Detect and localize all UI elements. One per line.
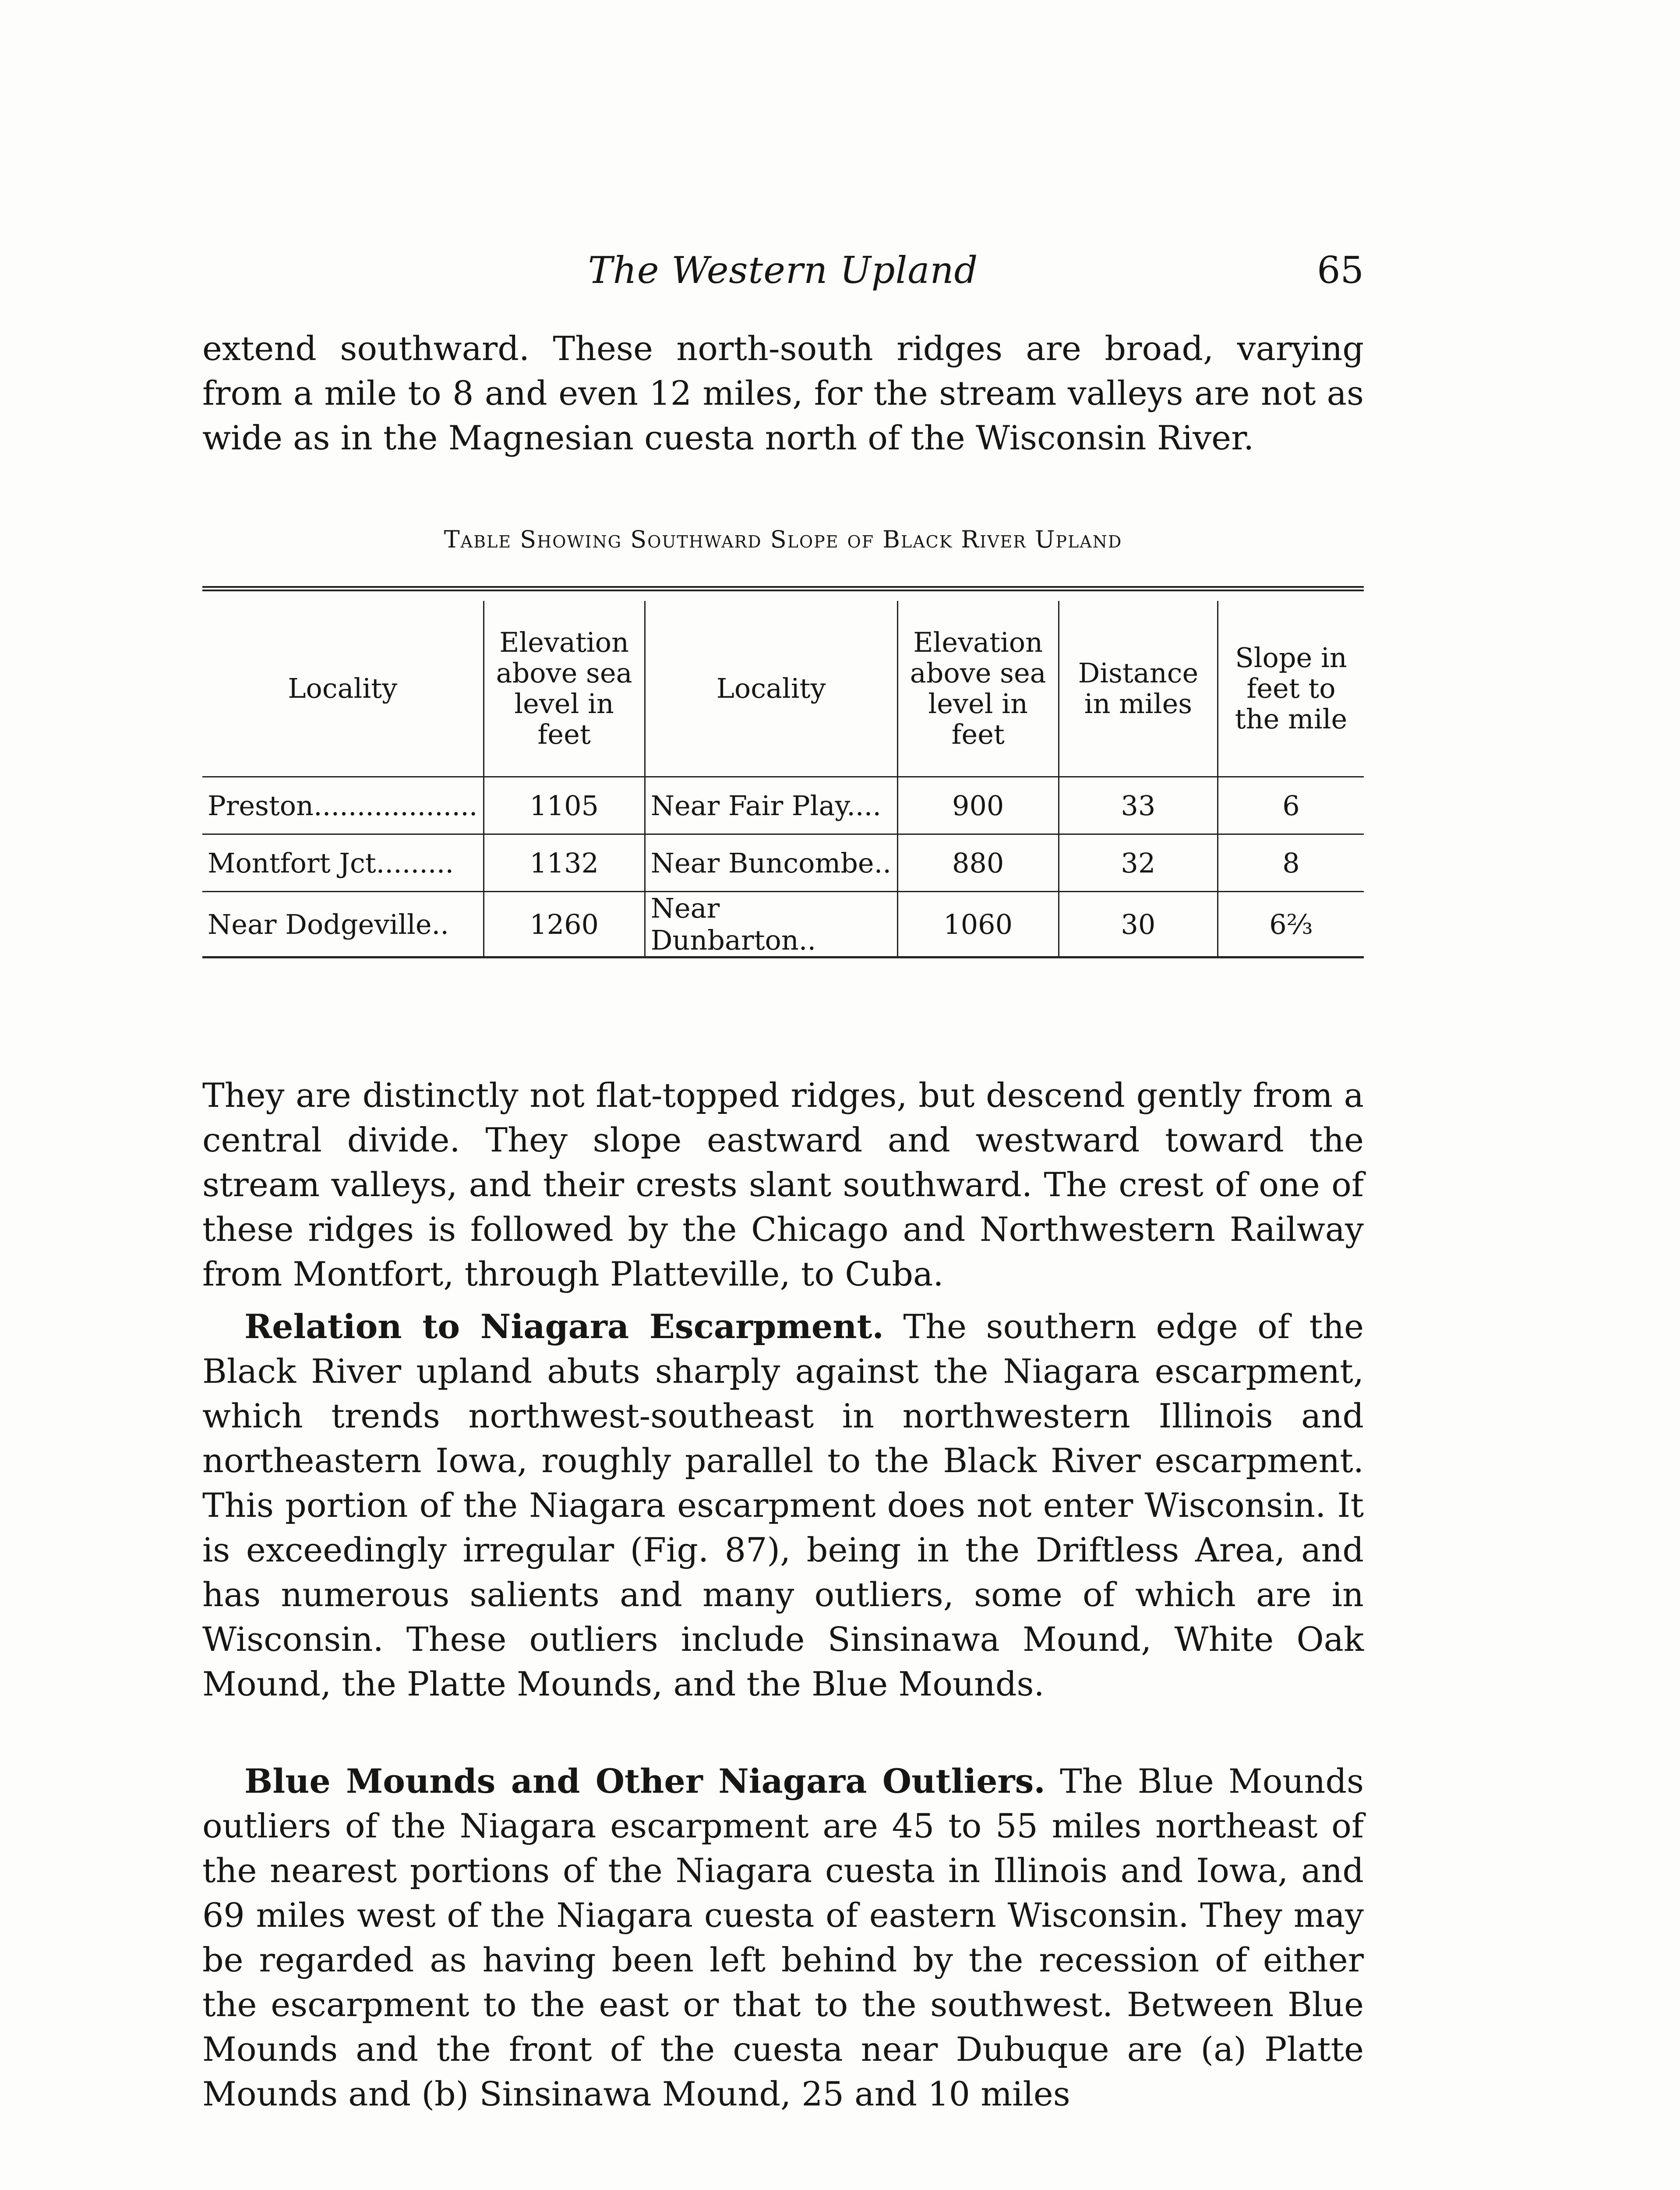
- cell-elevation-2: 1060: [897, 892, 1059, 957]
- paragraph-3-body: The southern edge of the Black River upland abuts sharply against the Niagara escarpment, which trends northwest-southeast in northwestern Illinois and northeastern Iowa, roughly parallel to the Black River escarpment. This portion of the Niagara escarpment does not enter Wisconsin. It is exceedingly irregular (Fig. 87), being in the Driftless Area, and has numerous salients and many outliers, some of which are in Wisconsin. These outliers include Sinsinawa Mound, White Oak Mound, the Platte Mounds, and the Blue Mounds.: [202, 1307, 1364, 1703]
- cell-distance: 30: [1059, 892, 1218, 957]
- col-header-locality-1: Locality: [202, 601, 484, 777]
- page-number: 65: [1317, 249, 1364, 292]
- table-row: [202, 834, 1364, 892]
- cell-locality-1: Montfort Jct.........: [202, 834, 484, 892]
- paragraph-4-body: The Blue Mounds outliers of the Niagara escarpment are 45 to 55 miles northeast of the nearest portions of the Niagara cuesta in Illinois and Iowa, and 69 miles west of the Niagara cuesta of eastern Wisconsin. They may be regarded as having been left behind by the recession of either the escarpment to the east or that to the southwest. Between Blue Mounds and the front of the cuesta near Dubuque are (a) Platte Mounds and (b) Sinsinawa Mound, 25 and 10 miles: [202, 1762, 1364, 2113]
- paragraph-3: [202, 1304, 1364, 1706]
- slope-table: [202, 586, 1364, 958]
- data-table: [202, 601, 1364, 958]
- col-header-distance: Distance in miles: [1059, 601, 1218, 777]
- running-head: The Western Upland: [588, 249, 978, 292]
- col-header-elevation-2: Elevation above sea level in feet: [897, 601, 1059, 777]
- cell-elevation-2: 900: [897, 777, 1059, 834]
- paragraph-2: They are distinctly not flat-topped ridges, but descend gently from a central divide. They slope eastward and westward toward the stream valleys, and their crests slant southward. The crest of one of these ridges is followed by the Chicago and Northwestern Railway from Montfort, through Platteville, to Cuba.: [202, 1076, 1364, 1293]
- cell-distance: 32: [1059, 834, 1218, 892]
- paragraph-1: extend southward. These north-south ridges are broad, varying from a mile to 8 and even 12 miles, for the stream valleys are not as wide as in the Magnesian cuesta north of the Wisconsin River.: [202, 329, 1364, 457]
- table-header-row: [202, 601, 1364, 777]
- cell-elevation-1: 1132: [484, 834, 645, 892]
- cell-locality-1: Preston...................: [202, 777, 484, 834]
- cell-slope: 6: [1218, 777, 1364, 834]
- cell-slope: 6⅔: [1218, 892, 1364, 957]
- cell-locality-2: Near Fair Play....: [645, 777, 897, 834]
- table-title: Table Showing Southward Slope of Black River Upland: [444, 526, 1122, 553]
- section-heading-blue-mounds: Blue Mounds and Other Niagara Outliers.: [244, 1762, 1045, 1801]
- cell-elevation-1: 1260: [484, 892, 645, 957]
- section-heading-niagara-escarpment: Relation to Niagara Escarpment.: [244, 1307, 884, 1346]
- cell-locality-1: Near Dodgeville..: [202, 892, 484, 957]
- cell-locality-2: Near Dunbarton..: [645, 892, 897, 957]
- col-header-slope: Slope in feet to the mile: [1218, 601, 1364, 777]
- cell-locality-2: Near Buncombe..: [645, 834, 897, 892]
- table-row: [202, 777, 1364, 834]
- cell-distance: 33: [1059, 777, 1218, 834]
- paragraph-4: [202, 1759, 1364, 2116]
- cell-elevation-1: 1105: [484, 777, 645, 834]
- cell-elevation-2: 880: [897, 834, 1059, 892]
- cell-slope: 8: [1218, 834, 1364, 892]
- table-top-rule: [202, 586, 1364, 591]
- page-header: [202, 249, 1364, 297]
- col-header-locality-2: Locality: [645, 601, 897, 777]
- table-row: [202, 892, 1364, 957]
- col-header-elevation-1: Elevation above sea level in feet: [484, 601, 645, 777]
